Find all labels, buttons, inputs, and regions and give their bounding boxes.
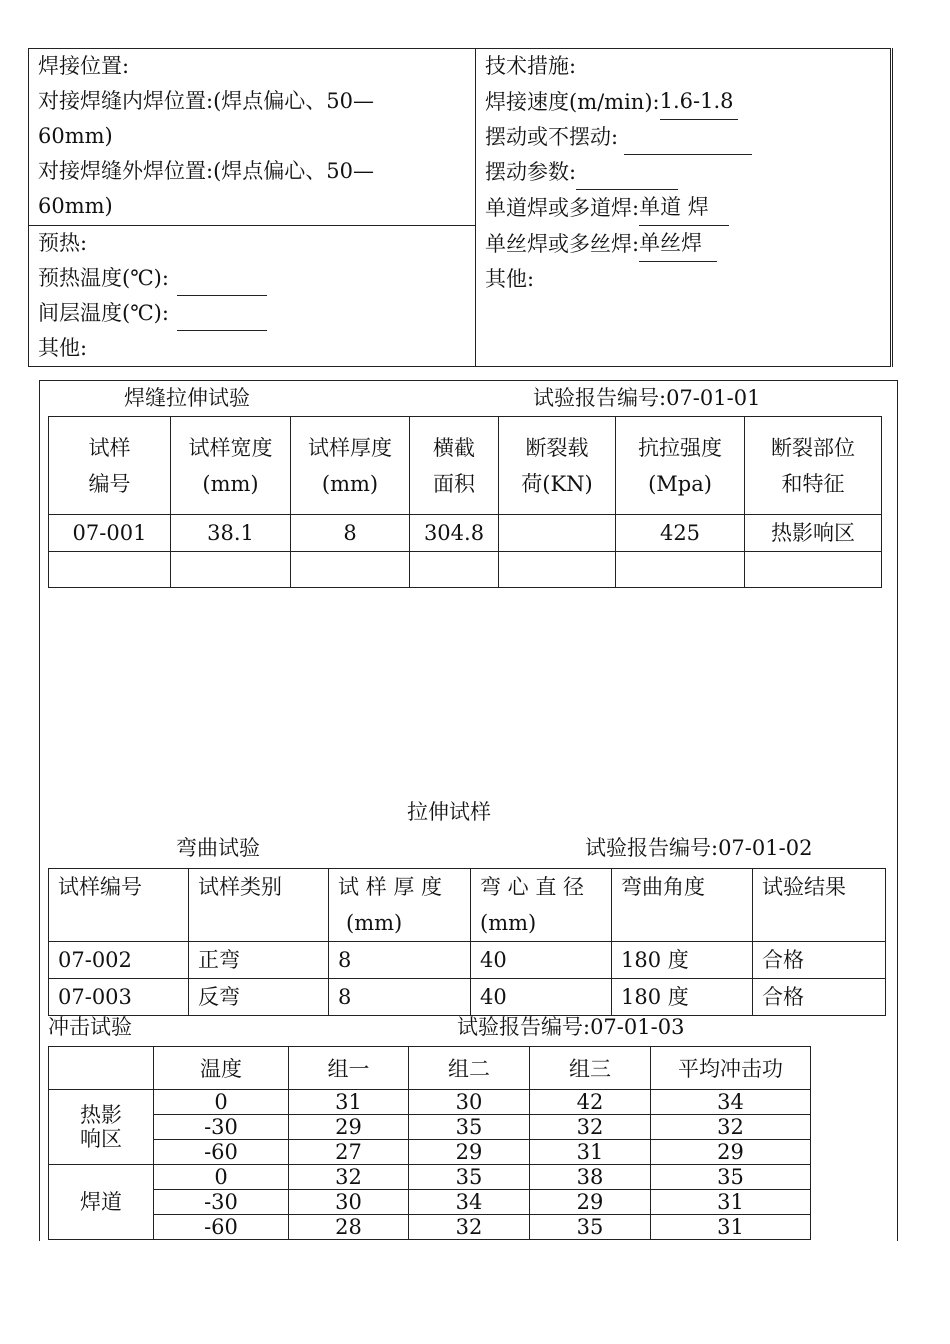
bend-header-cell: 试验结果 — [753, 869, 886, 942]
inner-weld-position-line2: 60mm) — [38, 124, 113, 148]
table-row: 07-003 反弯 8 40 180 度 合格 — [49, 979, 886, 1016]
outer-weld-position-line2: 60mm) — [38, 194, 113, 218]
cross-section-cell: 304.8 — [410, 515, 499, 552]
table-row: 焊道 0 32 35 38 35 — [49, 1165, 811, 1190]
wire-label: 单丝焊或多丝焊: — [485, 232, 640, 256]
speed-label: 焊接速度(m/min): — [485, 90, 660, 114]
weld-position-cell — [29, 49, 476, 226]
table-row — [49, 515, 882, 552]
sample-thickness-cell: 8 — [291, 515, 410, 552]
tensile-test-table — [48, 416, 882, 588]
tensile-header-cell: 试样宽度 (mm) — [171, 417, 291, 515]
pass-row — [476, 190, 890, 226]
table-row: -60 27 29 31 29 — [49, 1140, 811, 1165]
interpass-temp-blank — [177, 308, 267, 331]
fracture-location-cell: 热影响区 — [745, 515, 882, 552]
bend-title: 弯曲试验 — [176, 836, 260, 860]
tensile-header-row — [49, 417, 882, 515]
interpass-temp-row — [29, 296, 475, 331]
bend-header-cell: 弯曲角度 — [612, 869, 753, 942]
tensile-sample-caption: 拉伸试样 — [407, 800, 491, 824]
technique-other: 其他: — [485, 267, 535, 291]
weave-row — [476, 120, 890, 155]
tensile-header-cell: 抗拉强度 (Mpa) — [616, 417, 745, 515]
speed-value: 1.6-1.8 — [660, 84, 738, 120]
tensile-title: 焊缝拉伸试验 — [124, 386, 250, 410]
inner-weld-position-line1: 对接焊缝内焊位置:(焊点偏心、50— — [38, 89, 374, 113]
wire-value: 单丝焊 — [639, 226, 717, 262]
bend-header-cell: 试样类别 — [189, 869, 329, 942]
outer-weld-position-line1: 对接焊缝外焊位置:(焊点偏心、50— — [38, 159, 374, 183]
preheat-temp-label: 预热温度(℃): — [38, 266, 169, 290]
table-row — [49, 552, 882, 588]
weave-blank — [624, 132, 752, 155]
sample-id-cell: 07-001 — [49, 515, 171, 552]
tensile-header-cell: 试样厚度 (mm) — [291, 417, 410, 515]
bend-header-cell: 试样编号 — [49, 869, 189, 942]
weave-label: 摆动或不摆动: — [485, 125, 619, 149]
bend-header-cell: 弯 心 直 径 (mm) — [471, 869, 612, 942]
weave-params-row — [476, 155, 890, 190]
weave-params-label: 摆动参数: — [485, 160, 577, 184]
technique-title: 技术措施: — [485, 54, 577, 78]
fracture-load-cell — [499, 515, 616, 552]
impact-title: 冲击试验 — [48, 1015, 132, 1039]
interpass-temp-label: 间层温度(℃): — [38, 301, 169, 325]
sample-width-cell: 38.1 — [171, 515, 291, 552]
tensile-strength-cell: 425 — [616, 515, 745, 552]
tensile-header-cell: 断裂部位 和特征 — [745, 417, 882, 515]
table-row: -30 29 35 32 32 — [49, 1115, 811, 1140]
preheat-temp-row — [29, 261, 475, 296]
wire-row — [476, 226, 890, 262]
bend-test-table — [48, 868, 886, 1016]
preheat-temp-blank — [177, 273, 267, 296]
table-row: -30 30 34 29 31 — [49, 1190, 811, 1215]
bend-header-row — [49, 869, 886, 942]
heat-affected-zone-label: 热影 响区 — [49, 1090, 154, 1165]
technique-cell — [476, 49, 892, 367]
bend-report-number: 试验报告编号:07-01-02 — [585, 836, 813, 860]
table-row: 07-002 正弯 8 40 180 度 合格 — [49, 942, 886, 979]
preheat-other: 其他: — [38, 336, 88, 360]
tensile-header-cell: 断裂载 荷(KN) — [499, 417, 616, 515]
tensile-header-cell: 试样 编号 — [49, 417, 171, 515]
table-row: -60 28 32 35 31 — [49, 1215, 811, 1240]
weld-position-title: 焊接位置: — [38, 54, 130, 78]
table-row: 热影 响区 0 31 30 42 34 — [49, 1090, 811, 1115]
impact-report-number: 试验报告编号:07-01-03 — [457, 1015, 685, 1039]
impact-test-table — [48, 1046, 811, 1240]
impact-header-row: 温度 组一 组二 组三 平均冲击功 — [49, 1047, 811, 1090]
preheat-title: 预热: — [38, 231, 88, 255]
welding-procedure-table — [28, 48, 893, 367]
pass-label: 单道焊或多道焊: — [485, 196, 640, 220]
speed-row — [476, 84, 890, 120]
tensile-header-cell: 横截 面积 — [410, 417, 499, 515]
pass-value: 单道 焊 — [639, 190, 729, 226]
weave-params-blank — [576, 167, 678, 190]
tensile-report-number: 试验报告编号:07-01-01 — [533, 386, 761, 410]
weld-bead-label: 焊道 — [49, 1165, 154, 1240]
preheat-cell — [29, 226, 476, 367]
bend-header-cell: 试 样 厚 度 (mm) — [329, 869, 471, 942]
